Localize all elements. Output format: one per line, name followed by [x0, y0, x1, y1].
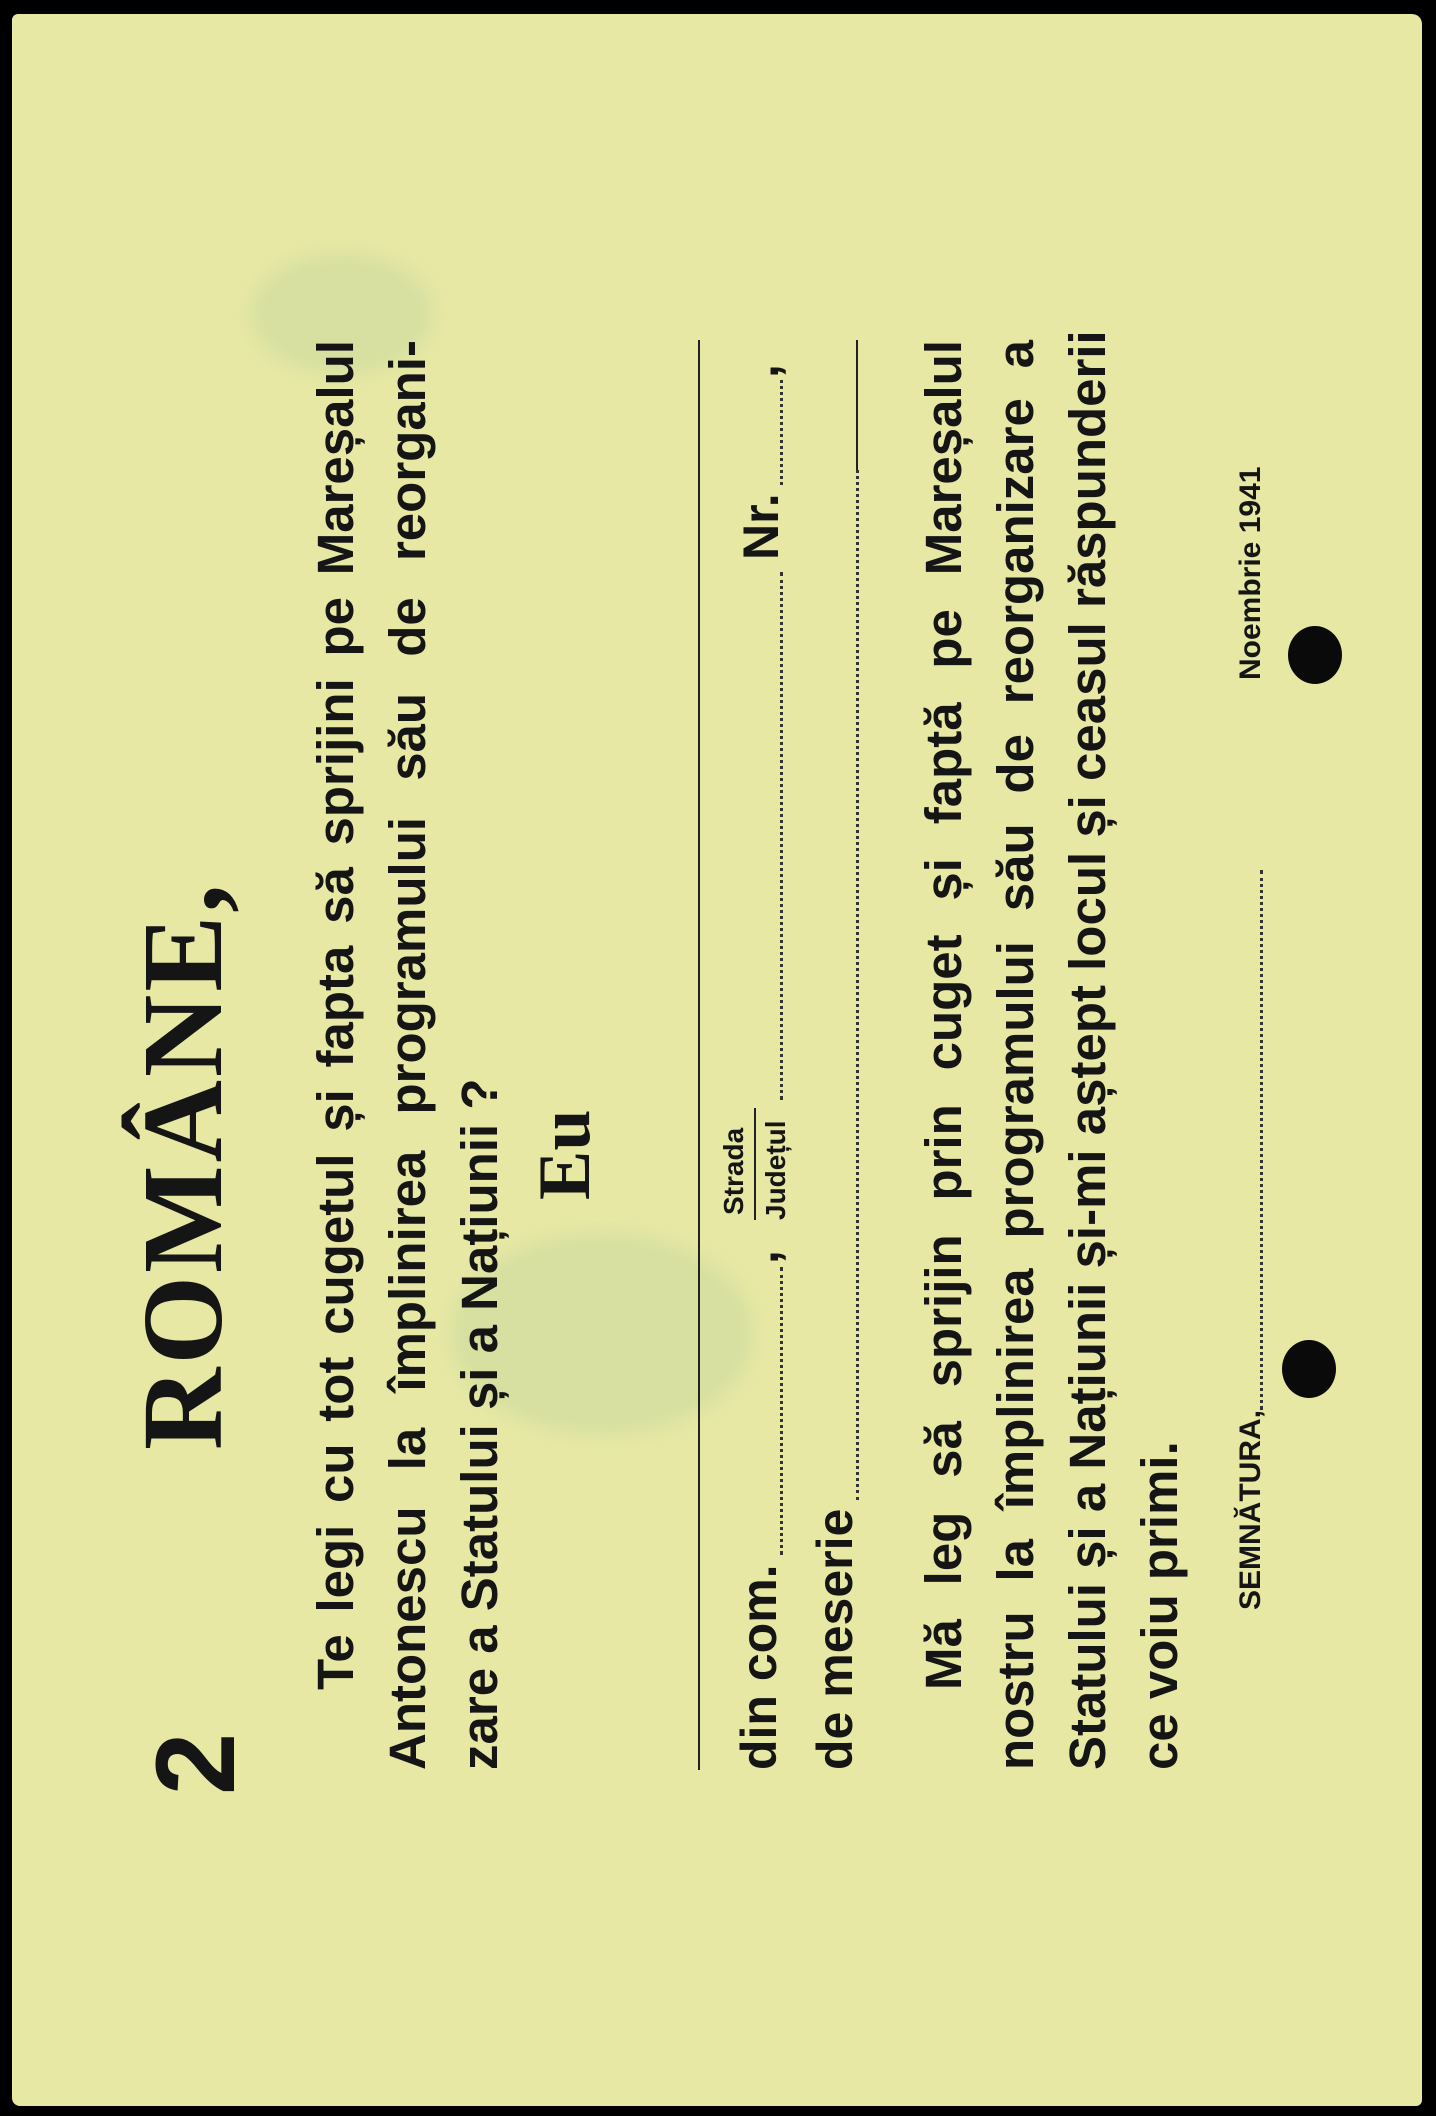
house-number-field[interactable]: [780, 380, 783, 485]
street-label: Strada: [718, 1127, 749, 1215]
question-line: Te legi cu tot cugetul și fapta să sprijini pe Mareșalul: [307, 340, 364, 1690]
pledge-line: Statului și a Națiunii și-mi aștept locul și ceasul răspunderii: [1059, 330, 1116, 1770]
question-line: Antonescu la împlinirea programului său de reorgani-: [379, 340, 436, 1770]
commune-label: din com.: [731, 1564, 787, 1770]
street-county-field[interactable]: [780, 572, 783, 1100]
comma: ,: [733, 364, 789, 378]
number-label: Nr.: [733, 493, 789, 560]
signature-field[interactable]: [1260, 870, 1263, 1410]
profession-label: de meserie: [807, 1508, 863, 1770]
form-title: ROMÂNE,: [119, 881, 246, 1450]
profession-field[interactable]: [856, 470, 859, 1500]
profession-rule: [856, 340, 858, 470]
signature-label: SEMNĂTURA,: [1234, 1410, 1267, 1610]
county-label: Județul: [760, 1120, 791, 1220]
date-label: Noembrie 1941: [1234, 466, 1267, 680]
rotated-form-content: [20, 20, 1420, 2100]
pledge-line: Mă leg să sprijin prin cuget și faptă pe Mareșalul: [915, 340, 972, 1690]
street-county-divider: [754, 1108, 756, 1220]
pledge-line: ce voiu primi.: [1131, 1441, 1188, 1770]
commune-field[interactable]: [780, 1267, 783, 1555]
form-number: 2: [133, 1732, 258, 1795]
eu-label: Eu: [524, 1109, 606, 1200]
question-line: zare a Statului și a Națiunii ?: [451, 1078, 508, 1770]
pledge-line: nostru la împlinirea programului său de reorganizare a: [987, 340, 1044, 1770]
comma: ,: [733, 1250, 789, 1264]
name-rule: [698, 340, 700, 1770]
